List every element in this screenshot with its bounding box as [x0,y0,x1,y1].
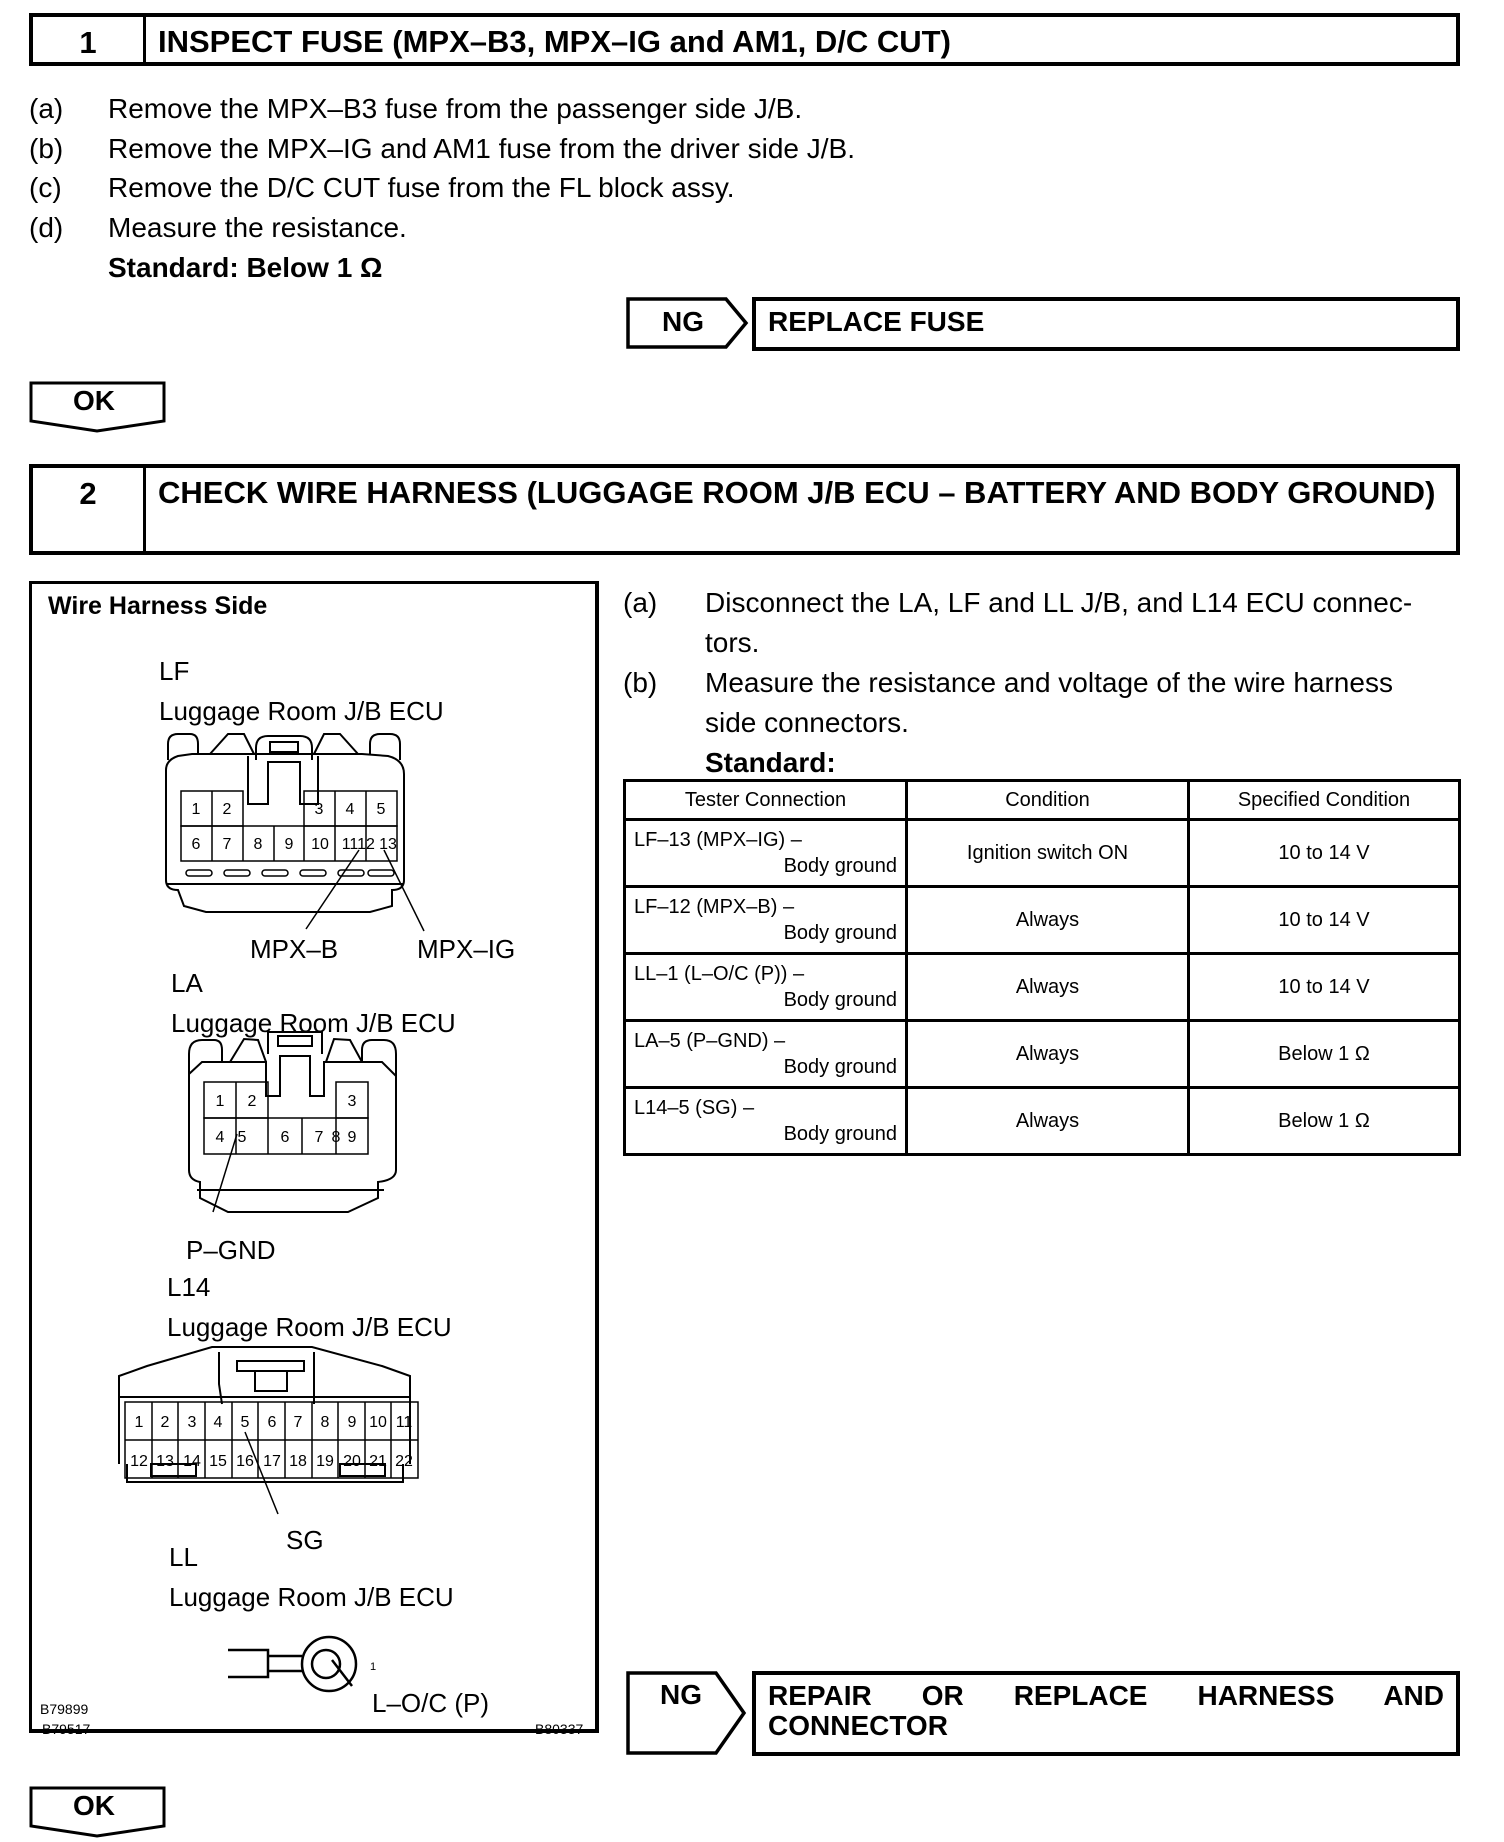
ok-label: OK [73,1790,115,1821]
svg-text:7: 7 [222,836,232,853]
ng-label: NG [660,1679,702,1710]
svg-text:20: 20 [343,1453,361,1470]
specified-cell: 10 to 14 V [1189,820,1460,887]
replace-fuse-action[interactable]: REPLACE FUSE [752,297,1460,351]
l14-name: Luggage Room J/B ECU [167,1312,452,1342]
la-pin-grid [204,1082,368,1212]
svg-text:13: 13 [379,836,397,853]
header-tester-connection: Tester Connection [625,781,907,820]
table-row [625,820,1460,887]
condition-cell: Ignition switch ON [907,820,1189,887]
svg-text:1: 1 [215,1093,225,1110]
svg-text:16: 16 [236,1453,254,1470]
svg-text:17: 17 [263,1453,281,1470]
step-1-standard: Standard: Below 1 Ω [108,252,383,283]
ok-branch-2[interactable] [29,1786,167,1838]
svg-text:9: 9 [347,1129,357,1146]
header-specified-condition: Specified Condition [1189,781,1460,820]
table-row [625,954,1460,1021]
specified-cell: 10 to 14 V [1189,887,1460,954]
specified-cell: Below 1 Ω [1189,1021,1460,1088]
figure-code-3: B80337 [535,1721,584,1737]
svg-text:8: 8 [331,1129,341,1146]
lf-name: Luggage Room J/B ECU [159,696,444,726]
tester-connection-cell: LL–1 (L–O/C (P)) – Body ground [625,954,907,1021]
step-title: INSPECT FUSE (MPX–B3, MPX–IG and AM1, D/C CUT) [158,24,951,59]
table-row [625,887,1460,954]
svg-text:12: 12 [357,836,375,853]
svg-text:5: 5 [376,801,386,818]
ok-branch-1[interactable] [29,381,167,433]
item-text: Measure the resistance. [108,212,407,243]
repair-harness-action[interactable]: REPAIR OR REPLACE HARNESS AND CONNECTOR [752,1671,1460,1756]
la-code: LA [171,968,203,998]
step-2-standard-label: Standard: [705,747,836,778]
svg-text:10: 10 [369,1414,387,1431]
table-row [625,1021,1460,1088]
callout-mpx-b: MPX–B [250,934,339,964]
tester-connection-cell: LA–5 (P–GND) – Body ground [625,1021,907,1088]
tester-connection-cell: LF–13 (MPX–IG) – Body ground [625,820,907,887]
svg-text:6: 6 [191,836,201,853]
header-condition: Condition [907,781,1189,820]
step-number: 1 [33,17,146,62]
wire-harness-diagram [29,581,599,1737]
item-label: (c) [29,172,62,203]
svg-text:8: 8 [253,836,263,853]
step-number: 2 [33,468,146,551]
callout-sg: SG [286,1525,324,1555]
callout-l-oc-p: L–O/C (P) [372,1688,490,1718]
svg-text:15: 15 [209,1453,227,1470]
condition-cell: Always [907,887,1189,954]
svg-text:1: 1 [134,1414,144,1431]
svg-text:7: 7 [293,1414,303,1431]
ng-branch-2[interactable] [626,1671,751,1756]
svg-text:3: 3 [347,1093,357,1110]
callout-mpx-ig: MPX–IG [417,934,516,964]
svg-text:8: 8 [320,1414,330,1431]
item-text-line-1: Disconnect the LA, LF and LL J/B, and L14 ECU connec- [705,587,1413,618]
item-text: Remove the MPX–IG and AM1 fuse from the driver side J/B. [108,133,855,164]
svg-text:22: 22 [395,1453,413,1470]
svg-text:5: 5 [237,1129,247,1146]
specified-cell: 10 to 14 V [1189,954,1460,1021]
item-text-line-2: tors. [705,627,760,658]
svg-text:5: 5 [240,1414,250,1431]
svg-text:6: 6 [280,1129,290,1146]
standard-table [623,779,1461,1156]
condition-cell: Always [907,954,1189,1021]
figure-code-1: B79899 [40,1701,89,1717]
table-row [625,1088,1460,1155]
condition-cell: Always [907,1021,1189,1088]
item-label: (b) [29,133,64,164]
svg-text:7: 7 [314,1129,324,1146]
svg-text:1: 1 [191,801,201,818]
svg-text:4: 4 [215,1129,225,1146]
item-text: Remove the MPX–B3 fuse from the passenger side J/B. [108,93,803,124]
svg-text:9: 9 [347,1414,357,1431]
svg-text:9: 9 [284,836,294,853]
connector-drawings [32,584,598,1732]
la-connector-icon [189,1032,396,1212]
item-label: (a) [29,93,64,124]
step-title: CHECK WIRE HARNESS (LUGGAGE ROOM J/B ECU – BATTERY AND BODY GROUND) [158,475,1436,510]
ok-label: OK [73,385,115,416]
svg-text:4: 4 [345,801,355,818]
ng-branch-1[interactable] [626,297,751,348]
figure-code-2: B79517 [42,1721,91,1737]
svg-text:2: 2 [222,801,232,818]
lf-code: LF [159,656,190,686]
l14-code: L14 [167,1272,211,1302]
svg-text:11: 11 [395,1414,413,1431]
item-text-line-2: side connectors. [705,707,909,738]
ll-name: Luggage Room J/B ECU [169,1582,454,1612]
svg-text:4: 4 [213,1414,223,1431]
la-name: Luggage Room J/B ECU [171,1008,456,1038]
ll-code: LL [169,1542,198,1572]
item-label: (b) [623,667,658,698]
item-text-line-1: Measure the resistance and voltage of the wire harness [705,667,1393,698]
svg-text:3: 3 [187,1414,197,1431]
tester-connection-cell: L14–5 (SG) – Body ground [625,1088,907,1155]
item-text: Remove the D/C CUT fuse from the FL block assy. [108,172,735,203]
svg-text:13: 13 [156,1453,174,1470]
item-label: (a) [623,587,658,618]
svg-text:14: 14 [183,1453,201,1470]
callout-p-gnd: P–GND [186,1235,276,1265]
table-header-row [625,781,1460,820]
item-label: (d) [29,212,64,243]
svg-text:12: 12 [130,1453,148,1470]
lf-connector-icon [166,734,404,912]
lf-pin-grid [181,791,424,931]
step-2-header [29,464,1460,555]
specified-cell: Below 1 Ω [1189,1088,1460,1155]
svg-text:21: 21 [369,1453,387,1470]
step-1-header [29,13,1460,66]
svg-text:10: 10 [311,836,329,853]
ng-label: NG [662,306,704,337]
svg-text:11: 11 [341,836,359,853]
svg-text:18: 18 [289,1453,307,1470]
ll-pin-number: 1 [370,1661,377,1673]
svg-text:2: 2 [247,1093,257,1110]
svg-text:6: 6 [267,1414,277,1431]
tester-connection-cell: LF–12 (MPX–B) – Body ground [625,887,907,954]
ring-terminal-icon [228,1637,356,1691]
svg-text:2: 2 [160,1414,170,1431]
condition-cell: Always [907,1088,1189,1155]
diagram-title: Wire Harness Side [48,592,268,620]
svg-text:3: 3 [314,801,324,818]
svg-text:19: 19 [316,1453,334,1470]
